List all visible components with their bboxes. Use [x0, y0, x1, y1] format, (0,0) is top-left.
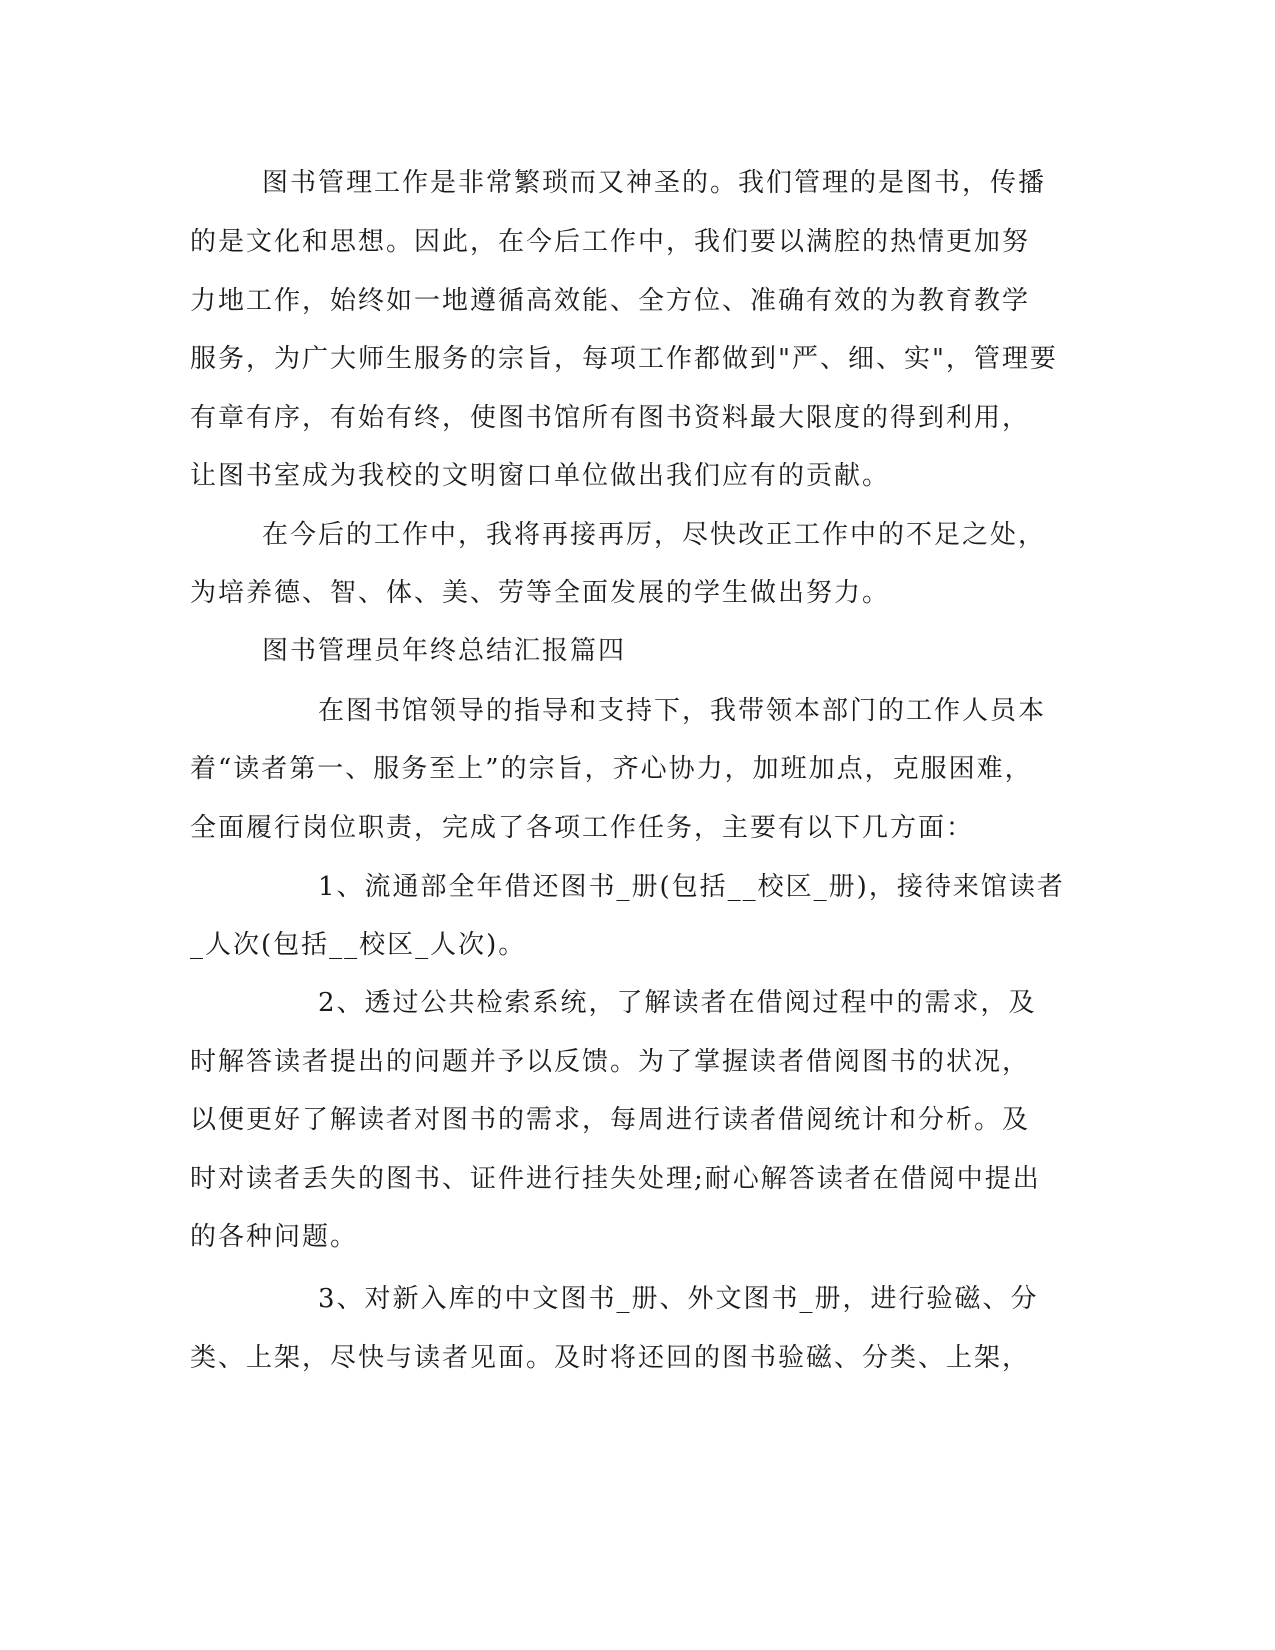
list-item: 1、流通部全年借还图书_册(包括__校区_册)，接待来馆读者	[318, 872, 1065, 902]
text-line: 全面履行岗位职责，完成了各项工作任务，主要有以下几方面：	[190, 813, 975, 843]
text-line: 着“读者第一、服务至上”的宗旨，齐心协力，加班加点，克服困难，	[190, 754, 1033, 784]
text-line: 以便更好了解读者对图书的需求，每周进行读者借阅统计和分析。及	[190, 1105, 1031, 1135]
text-line: 力地工作，始终如一地遵循高效能、全方位、准确有效的为教育教学	[190, 286, 1031, 316]
section-heading: 图书管理员年终总结汇报篇四	[262, 636, 627, 666]
text-line: 类、上架，尽快与读者见面。及时将还回的图书验磁、分类、上架，	[190, 1343, 1031, 1373]
text-line: 为培养德、智、体、美、劳等全面发展的学生做出努力。	[190, 578, 891, 608]
text-line: 的各种问题。	[190, 1222, 359, 1252]
text-line: _人次(包括__校区_人次)。	[190, 930, 527, 960]
text-line: 让图书室成为我校的文明窗口单位做出我们应有的贡献。	[190, 461, 891, 491]
text-line: 服务，为广大师生服务的宗旨，每项工作都做到"严、细、实"，管理要	[190, 344, 1058, 374]
text-line: 时对读者丢失的图书、证件进行挂失处理;耐心解答读者在借阅中提出	[190, 1164, 1041, 1194]
text-line: 有章有序，有始有终，使图书馆所有图书资料最大限度的得到利用，	[190, 403, 1031, 433]
text-line: 在今后的工作中，我将再接再厉，尽快改正工作中的不足之处，	[262, 520, 1047, 550]
text-line: 的是文化和思想。因此，在今后工作中，我们要以满腔的热情更加努	[190, 227, 1031, 257]
list-item: 2、透过公共检索系统，了解读者在借阅过程中的需求，及	[318, 988, 1037, 1018]
text-line: 图书管理工作是非常繁琐而又神圣的。我们管理的是图书，传播	[262, 168, 1047, 198]
text-line: 在图书馆领导的指导和支持下，我带领本部门的工作人员本	[318, 696, 1047, 726]
text-line: 时解答读者提出的问题并予以反馈。为了掌握读者借阅图书的状况，	[190, 1047, 1031, 1077]
list-item: 3、对新入库的中文图书_册、外文图书_册，进行验磁、分	[318, 1284, 1039, 1314]
